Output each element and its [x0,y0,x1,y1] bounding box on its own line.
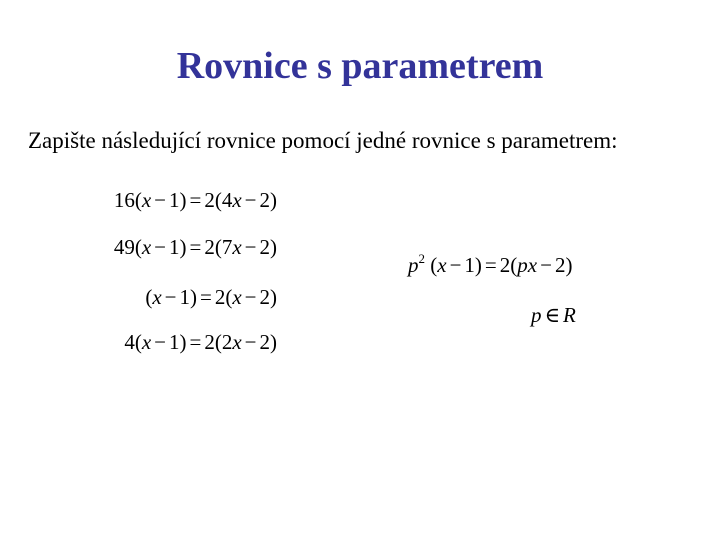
parameter-domain: p ∈ R [531,303,576,327]
equation-3: (x − 1) = 2(x − 2) [145,285,277,309]
parametric-equation: $p^2$ (x − 1) = 2(px − 2) [408,251,573,277]
instruction-text: Zapište následující rovnice pomocí jedné rovnice s parametrem: [28,128,618,153]
equation-2: 49(x − 1) = 2(7x − 2) [113,235,277,259]
slide-title: Rovnice s parametrem [176,45,544,87]
equation-1: 16(x − 1) = 2(4x − 2) [113,188,277,212]
equation-4: 4(x − 1) = 2(2x − 2) [124,330,277,354]
